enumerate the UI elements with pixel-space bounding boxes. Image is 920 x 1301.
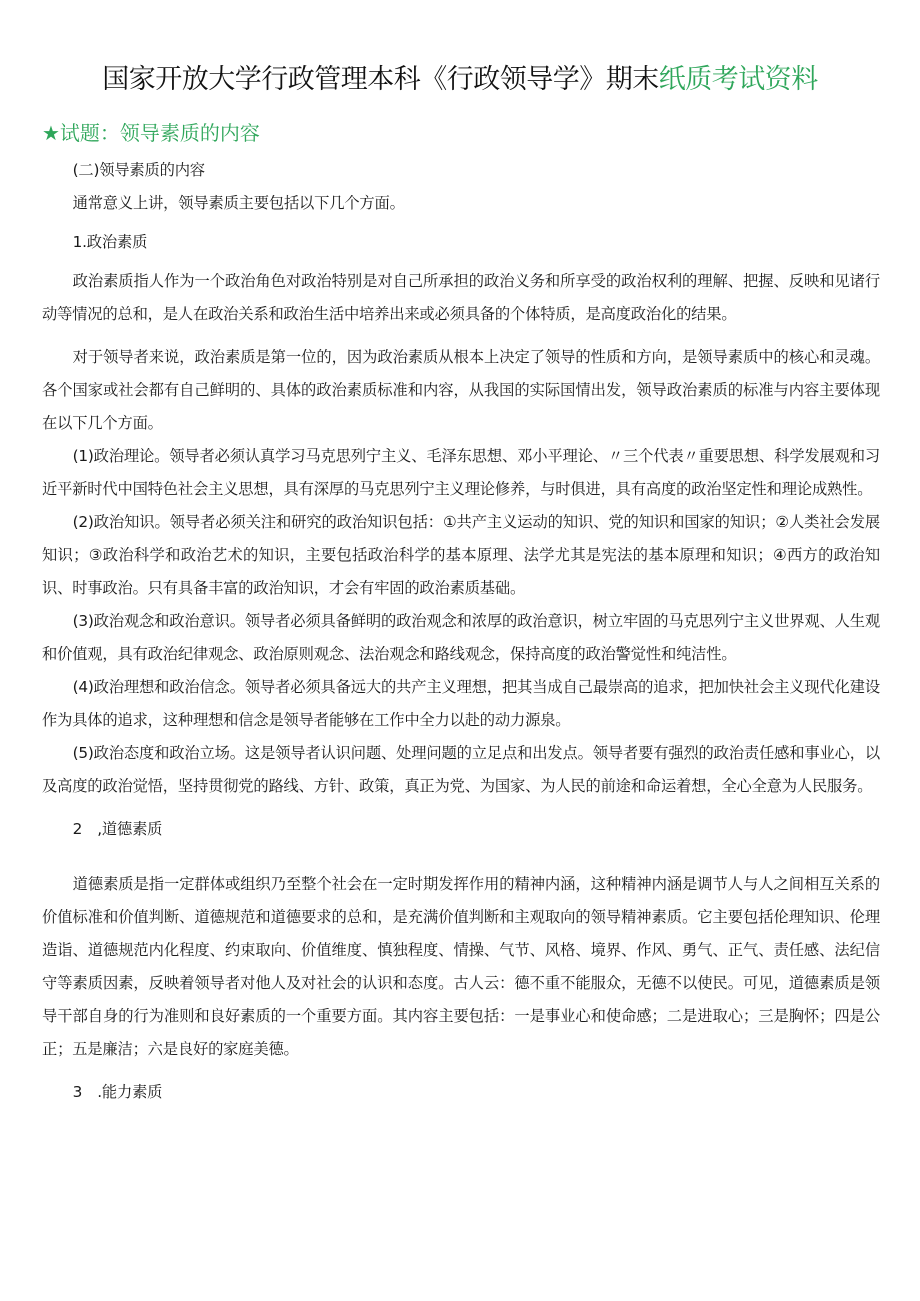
paragraph: 道德素质是指一定群体或组织乃至整个社会在一定时期发挥作用的精神内涵，这种精神内涵是调节人与人之间相互关系的价值标准和价值判断、道德规范和道德要求的总和，是充满价值判断和主观取向的领导精神素质。它主要包括伦理知识、伦理造诣、道德规范内化程度、约束取向、价值维度、慎独程度、情操、气节、风格、境界、作风、勇气、正气、责任感、法纪信守等素质因素，反映着领导者对他人及对社会的认识和态度。古人云：德不重不能服众，无德不以使民。可见，道德素质是领导干部自身的行为准则和良好素质的一个重要方面。其内容主要包括：一是事业心和使命感；二是进取心；三是胸怀；四是公正；五是廉洁；六是良好的家庭美德。 [42, 875, 880, 1058]
document-body [42, 154, 880, 1109]
paragraph: (1)政治理论。领导者必须认真学习马克思列宁主义、毛泽东思想、邓小平理论、〃三个代表〃重要思想、科学发展观和习近平新时代中国特色社会主义思想，具有深厚的马克思列宁主义理论修养，与时俱进，具有高度的政治坚定性和理论成熟性。 [42, 447, 880, 498]
section-heading: (二)领导素质的内容 [72, 161, 205, 179]
paragraph: (3)政治观念和政治意识。领导者必须具备鲜明的政治观念和浓厚的政治意识，树立牢固的马克思列宁主义世界观、人生观和价值观，具有政治纪律观念、政治原则观念、法治观念和路线观念，保持高度的政治警觉性和纯洁性。 [42, 612, 880, 663]
question-heading: ★试题：领导素质的内容 [42, 121, 260, 145]
paragraph: 政治素质指人作为一个政治角色对政治特别是对自己所承担的政治义务和所享受的政治权利的理解、把握、反映和见诸行动等情况的总和，是人在政治关系和政治生活中培养出来或必须具备的个体特质，是高度政治化的结果。 [42, 272, 880, 323]
intro-paragraph: 通常意义上讲，领导素质主要包括以下几个方面。 [72, 194, 405, 212]
paragraph: (5)政治态度和政治立场。这是领导者认识问题、处理问题的立足点和出发点。领导者要有强烈的政治责任感和事业心，以及高度的政治觉悟，坚持贯彻党的路线、方针、政策，真正为党、为国家、为人民的前途和命运着想，全心全意为人民服务。 [42, 744, 880, 795]
paragraph: (4)政治理想和政治信念。领导者必须具备远大的共产主义理想，把其当成自己最崇高的追求，把加快社会主义现代化建设作为具体的追求，这种理想和信念是领导者能够在工作中全力以赴的动力源泉。 [42, 678, 880, 729]
paragraph: 对于领导者来说，政治素质是第一位的，因为政治素质从根本上决定了领导的性质和方向，是领导素质中的核心和灵魂。各个国家或社会都有自己鲜明的、具体的政治素质标准和内容，从我国的实际国情出发，领导政治素质的标准与内容主要体现在以下几个方面。 [42, 348, 880, 432]
subsection-heading-ability: 3 .能力素质 [72, 1083, 163, 1101]
paragraph: (2)政治知识。领导者必须关注和研究的政治知识包括：①共产主义运动的知识、党的知识和国家的知识；②人类社会发展知识；③政治科学和政治艺术的知识，主要包括政治科学的基本原理、法学尤其是宪法的基本原理和知识；④西方的政治知识、时事政治。只有具备丰富的政治知识，才会有牢固的政治素质基础。 [42, 513, 880, 597]
title-highlight: 纸质考试资料 [658, 64, 818, 95]
subsection-heading-political: 1.政治素质 [72, 233, 148, 251]
subsection-heading-moral: 2 ,道德素质 [72, 820, 163, 838]
document-title [0, 60, 920, 100]
title-main: 国家开放大学行政管理本科《行政领导学》期末 [102, 64, 659, 95]
